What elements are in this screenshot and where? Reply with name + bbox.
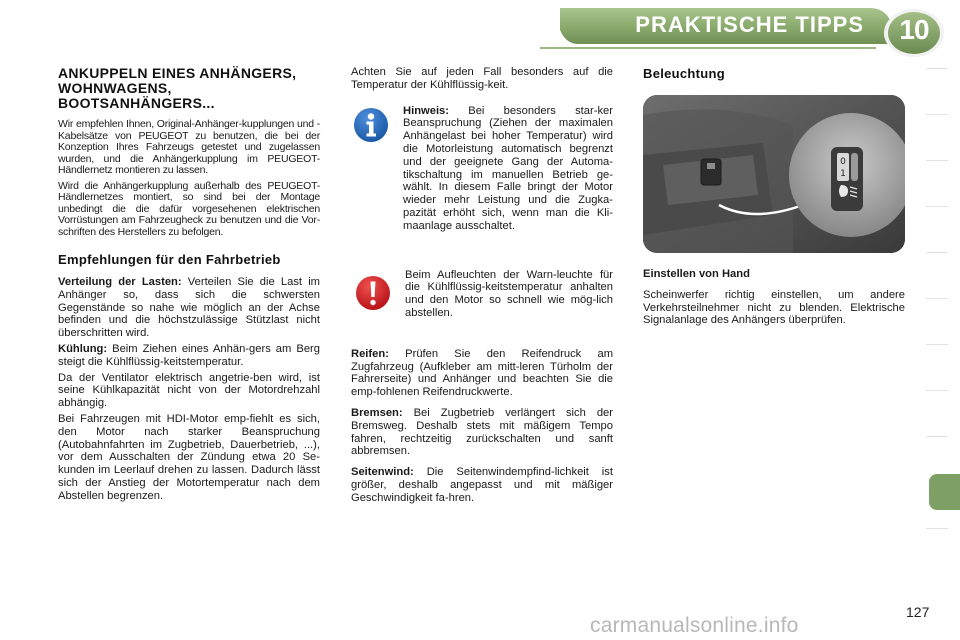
warning-icon bbox=[355, 275, 391, 311]
paragraph-tyres bbox=[351, 348, 613, 399]
load-text: Verteilen Sie die Last im Anhänger so, dass sich die schwersten Gegenstände so nahe wie möglich an der Achse befinden und die höchstzulässige Stützlast nicht überschritten wird. bbox=[58, 276, 321, 340]
paragraph-headlamp-adjust: Scheinwerfer richtig einstellen, um andere Verkehrsteilnehmer nicht zu blenden. Elektrische Signalanlage des Anhängers überprüfen. bbox=[643, 288, 905, 327]
column-left bbox=[58, 66, 320, 506]
dial-value-1: 1 bbox=[840, 169, 846, 179]
paragraph-brakes bbox=[351, 407, 613, 458]
wind-lead: Seitenwind: bbox=[351, 466, 414, 479]
hint-paragraph bbox=[351, 105, 613, 233]
active-chapter-tab[interactable] bbox=[929, 474, 960, 510]
paragraph-hdi-engine: Bei Fahrzeugen mit HDI-Motor emp-fiehlt es sich, den Motor nach starker Beanspruchung (Autobahnfahrten im Zugbetrieb, Dauerbetrieb, ...), vor dem Ausschalten der Zündung etwa 20 Se-kunden im Leerlauf drehen zu lassen. Dadurch lässt sich der Anstieg der Motortemperatur nach dem Abstellen begrenzen. bbox=[58, 412, 320, 502]
warning-text: Beim Aufleuchten der Warn-leuchte für die Kühlflüssig-keitstemperatur anhalten und den Motor so schnell wie mög-lich abstellen. bbox=[405, 268, 613, 319]
dial-value-0: 0 bbox=[840, 157, 846, 167]
paragraph-external-install: Wird die Anhängerkupplung außerhalb des PEUGEOT-Händlernetzes montiert, so sind bei der Montage unbedingt die die dafür vorgesehenen elektrischen Vorrüstungen am Fahrzeugheck zu benutzen und die Vor-schriften des Herstellers zu befolgen. bbox=[58, 179, 320, 238]
brakes-lead: Bremsen: bbox=[351, 406, 403, 419]
hint-lead: Hinweis: bbox=[403, 104, 450, 117]
chapter-number: 10 bbox=[899, 14, 929, 45]
paragraph-load-distribution bbox=[58, 276, 320, 340]
paragraph-side-wind bbox=[351, 466, 613, 504]
info-note bbox=[351, 105, 613, 233]
hint-text: Bei besonders star-ker Beanspruchung (Ziehen der maximalen Anhängelast bei hoher Temperatur) wird die Motorleistung automatisch begrenzt und der geeignete Gang der Automa-tikschaltung im manuellen Betrieb ge-wählt. In diesem Falle bringt der Motor wieder mehr Leistung und die Zugka-pazität erhöht sich, wenn man die Kli-maanlage ausschaltet. bbox=[403, 104, 613, 232]
paragraph-coolant-temperature: Achten Sie auf jeden Fall besonders auf die Temperatur der Kühlflüssig-keit. bbox=[351, 66, 613, 91]
paragraph-fan: Da der Ventilator elektrisch angetrie-ben wird, ist seine Kühlkapazität nicht von der Motordrehzahl abhängig. bbox=[58, 371, 320, 410]
paragraph-cooling bbox=[58, 343, 320, 369]
paragraph-original-parts: Wir empfehlen Ihnen, Original-Anhänger-kupplungen und -Kabelsätze von PEUGEOT zu benutzen, die bei der Konzeption Ihres Fahrzeugs getestet und zugelassen wurden, und die Anhängerkupplung im PEUGEOT-Händlernetz montieren zu lassen. bbox=[58, 118, 320, 176]
cooling-lead: Kühlung: bbox=[58, 342, 108, 355]
subtitle-driving-recommendations: Empfehlungen für den Fahrbetrieb bbox=[58, 252, 281, 267]
info-icon bbox=[353, 107, 389, 143]
tyres-text: Prüfen Sie den Reifendruck am Zugfahrzeug (Aufkleber am mitt-leren Türholm der Fahrerseite) und Anhänger und beachten Sie die emp-fohlenen Reifendruckwerte. bbox=[351, 347, 614, 399]
column-right bbox=[643, 66, 905, 81]
headlamp-adjuster-photo bbox=[643, 95, 905, 253]
page-number: 127 bbox=[906, 604, 930, 620]
brakes-text: Bei Zugbetrieb verlängert sich der Bremsweg. Deshalb stets mit mäßigem Tempo fahren, rechtzeitig zurückschalten und sanft abbremsen. bbox=[351, 406, 613, 458]
cooling-text: Beim Ziehen eines Anhän-gers am Berg steigt die Kühlflüssig-keitstemperatur. bbox=[58, 342, 320, 368]
subtitle-manual-adjust: Einstellen von Hand bbox=[643, 268, 750, 280]
tyres-lead: Reifen: bbox=[351, 347, 389, 360]
watermark: carmanualsonline.info bbox=[590, 614, 799, 637]
wind-text: Die Seitenwindempfind-lichkeit ist größer, deshalb angepasst und mit mäßiger Geschwindigkeit fa-hren. bbox=[351, 466, 613, 504]
column-middle bbox=[351, 66, 613, 508]
page-title: PRAKTISCHE TIPPS bbox=[635, 12, 864, 37]
warning-note bbox=[351, 269, 613, 320]
column-right-lower bbox=[643, 268, 905, 330]
section-title-lighting: Beleuchtung bbox=[643, 66, 726, 81]
section-title-coupling: ANKUPPELN EINES ANHÄNGERS, WOHNWAGENS, BOOTSANHÄNGERS... bbox=[58, 65, 297, 111]
load-lead: Verteilung der Lasten: bbox=[58, 276, 182, 288]
